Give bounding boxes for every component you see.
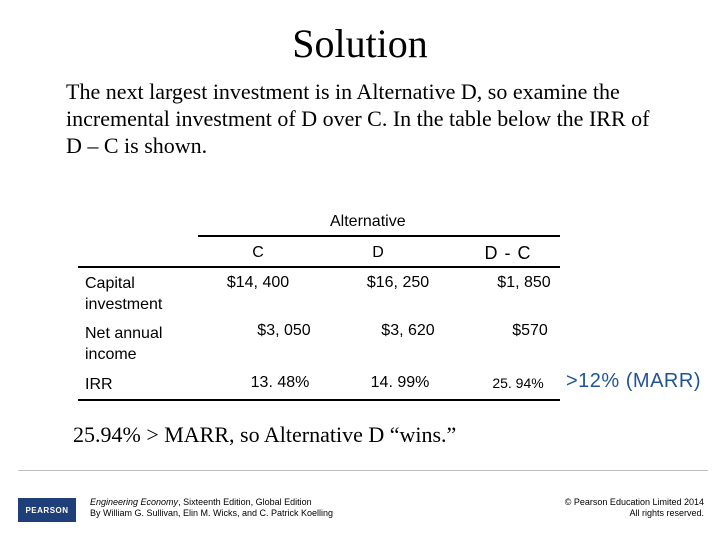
footer-book-edition: , Sixteenth Edition, Global Edition: [178, 497, 312, 507]
table-top-rule: [198, 235, 560, 237]
table-bottom-rule: [78, 399, 560, 401]
row-label-net-annual-income: Net annual income: [85, 325, 163, 363]
footer-book-line: [90, 497, 333, 508]
column-header-d-minus-c: D - C: [484, 243, 532, 263]
slide-title: Solution: [292, 21, 428, 66]
footer-copyright-line: © Pearson Education Limited 2014: [564, 497, 704, 507]
intro-paragraph: The next largest investment is in Alternative D, so examine the incremental investment of D over C. In the table below the IRR of D – C is shown.: [66, 79, 650, 158]
footer-authors: By William G. Sullivan, Elin M. Wicks, and C. Patrick Koelling: [90, 508, 334, 518]
cell-capital-c: $14, 400: [226, 274, 290, 291]
header-rule: [78, 266, 560, 268]
column-header-d: D: [372, 244, 384, 261]
alternative-header: Alternative: [330, 213, 406, 230]
footer-divider: [18, 470, 708, 471]
cell-income-d: $3, 620: [381, 322, 435, 339]
footer-rights-line: All rights reserved.: [629, 508, 704, 518]
cell-income-c: $3, 050: [257, 322, 311, 339]
footer-citation: [90, 497, 333, 519]
cell-income-dc: $570: [512, 322, 548, 339]
cell-irr-d: 14. 99%: [370, 374, 430, 391]
row-label-capital-investment: Capital investment: [85, 275, 163, 313]
pearson-logo: PEARSON: [18, 498, 76, 522]
cell-irr-dc: 25. 94%: [492, 375, 544, 391]
footer-copyright: [565, 497, 704, 519]
column-header-c: C: [252, 244, 264, 261]
row-label-irr: IRR: [85, 376, 113, 393]
cell-irr-c: 13. 48%: [250, 374, 310, 391]
marr-annotation: >12% (MARR): [566, 370, 701, 392]
cell-capital-dc: $1, 850: [497, 274, 551, 291]
footer-book-title: Engineering Economy: [90, 497, 179, 507]
verdict-text: 25.94% > MARR, so Alternative D “wins.”: [73, 422, 457, 447]
cell-capital-d: $16, 250: [366, 274, 430, 291]
